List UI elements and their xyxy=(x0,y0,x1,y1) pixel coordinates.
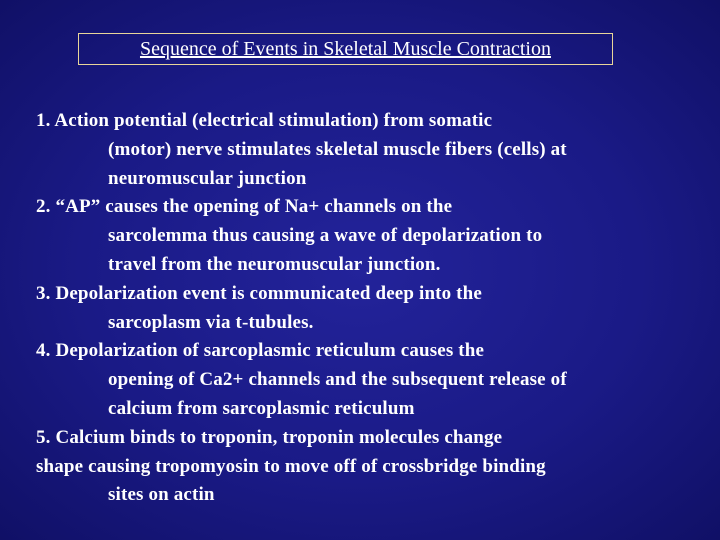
body-line: sarcoplasm via t-tubules. xyxy=(108,311,314,333)
body-line: (motor) nerve stimulates skeletal muscle fibers (cells) at xyxy=(108,138,567,160)
slide-body xyxy=(36,107,696,510)
body-line: calcium from sarcoplasmic reticulum xyxy=(108,397,415,419)
body-line: 1. Action potential (electrical stimulation) from somatic xyxy=(36,110,493,131)
title-box xyxy=(78,33,613,65)
body-line: shape causing tropomyosin to move off of crossbridge binding xyxy=(36,455,546,477)
body-line: neuromuscular junction xyxy=(108,167,307,189)
body-line: sites on actin xyxy=(108,484,215,506)
body-line: 3. Depolarization event is communicated deep into the xyxy=(36,282,482,304)
body-line: 4. Depolarization of sarcoplasmic reticulum causes the xyxy=(36,340,485,362)
body-line: travel from the neuromuscular junction. xyxy=(108,253,441,275)
slide-title: Sequence of Events in Skeletal Muscle Contraction xyxy=(139,38,551,60)
body-line: 5. Calcium binds to troponin, troponin molecules change xyxy=(36,426,503,448)
body-line: 2. “AP” causes the opening of Na+ channels on the xyxy=(36,196,453,218)
body-line: sarcolemma thus causing a wave of depolarization to xyxy=(108,225,543,247)
body-line: opening of Ca2+ channels and the subsequent release of xyxy=(108,369,567,391)
